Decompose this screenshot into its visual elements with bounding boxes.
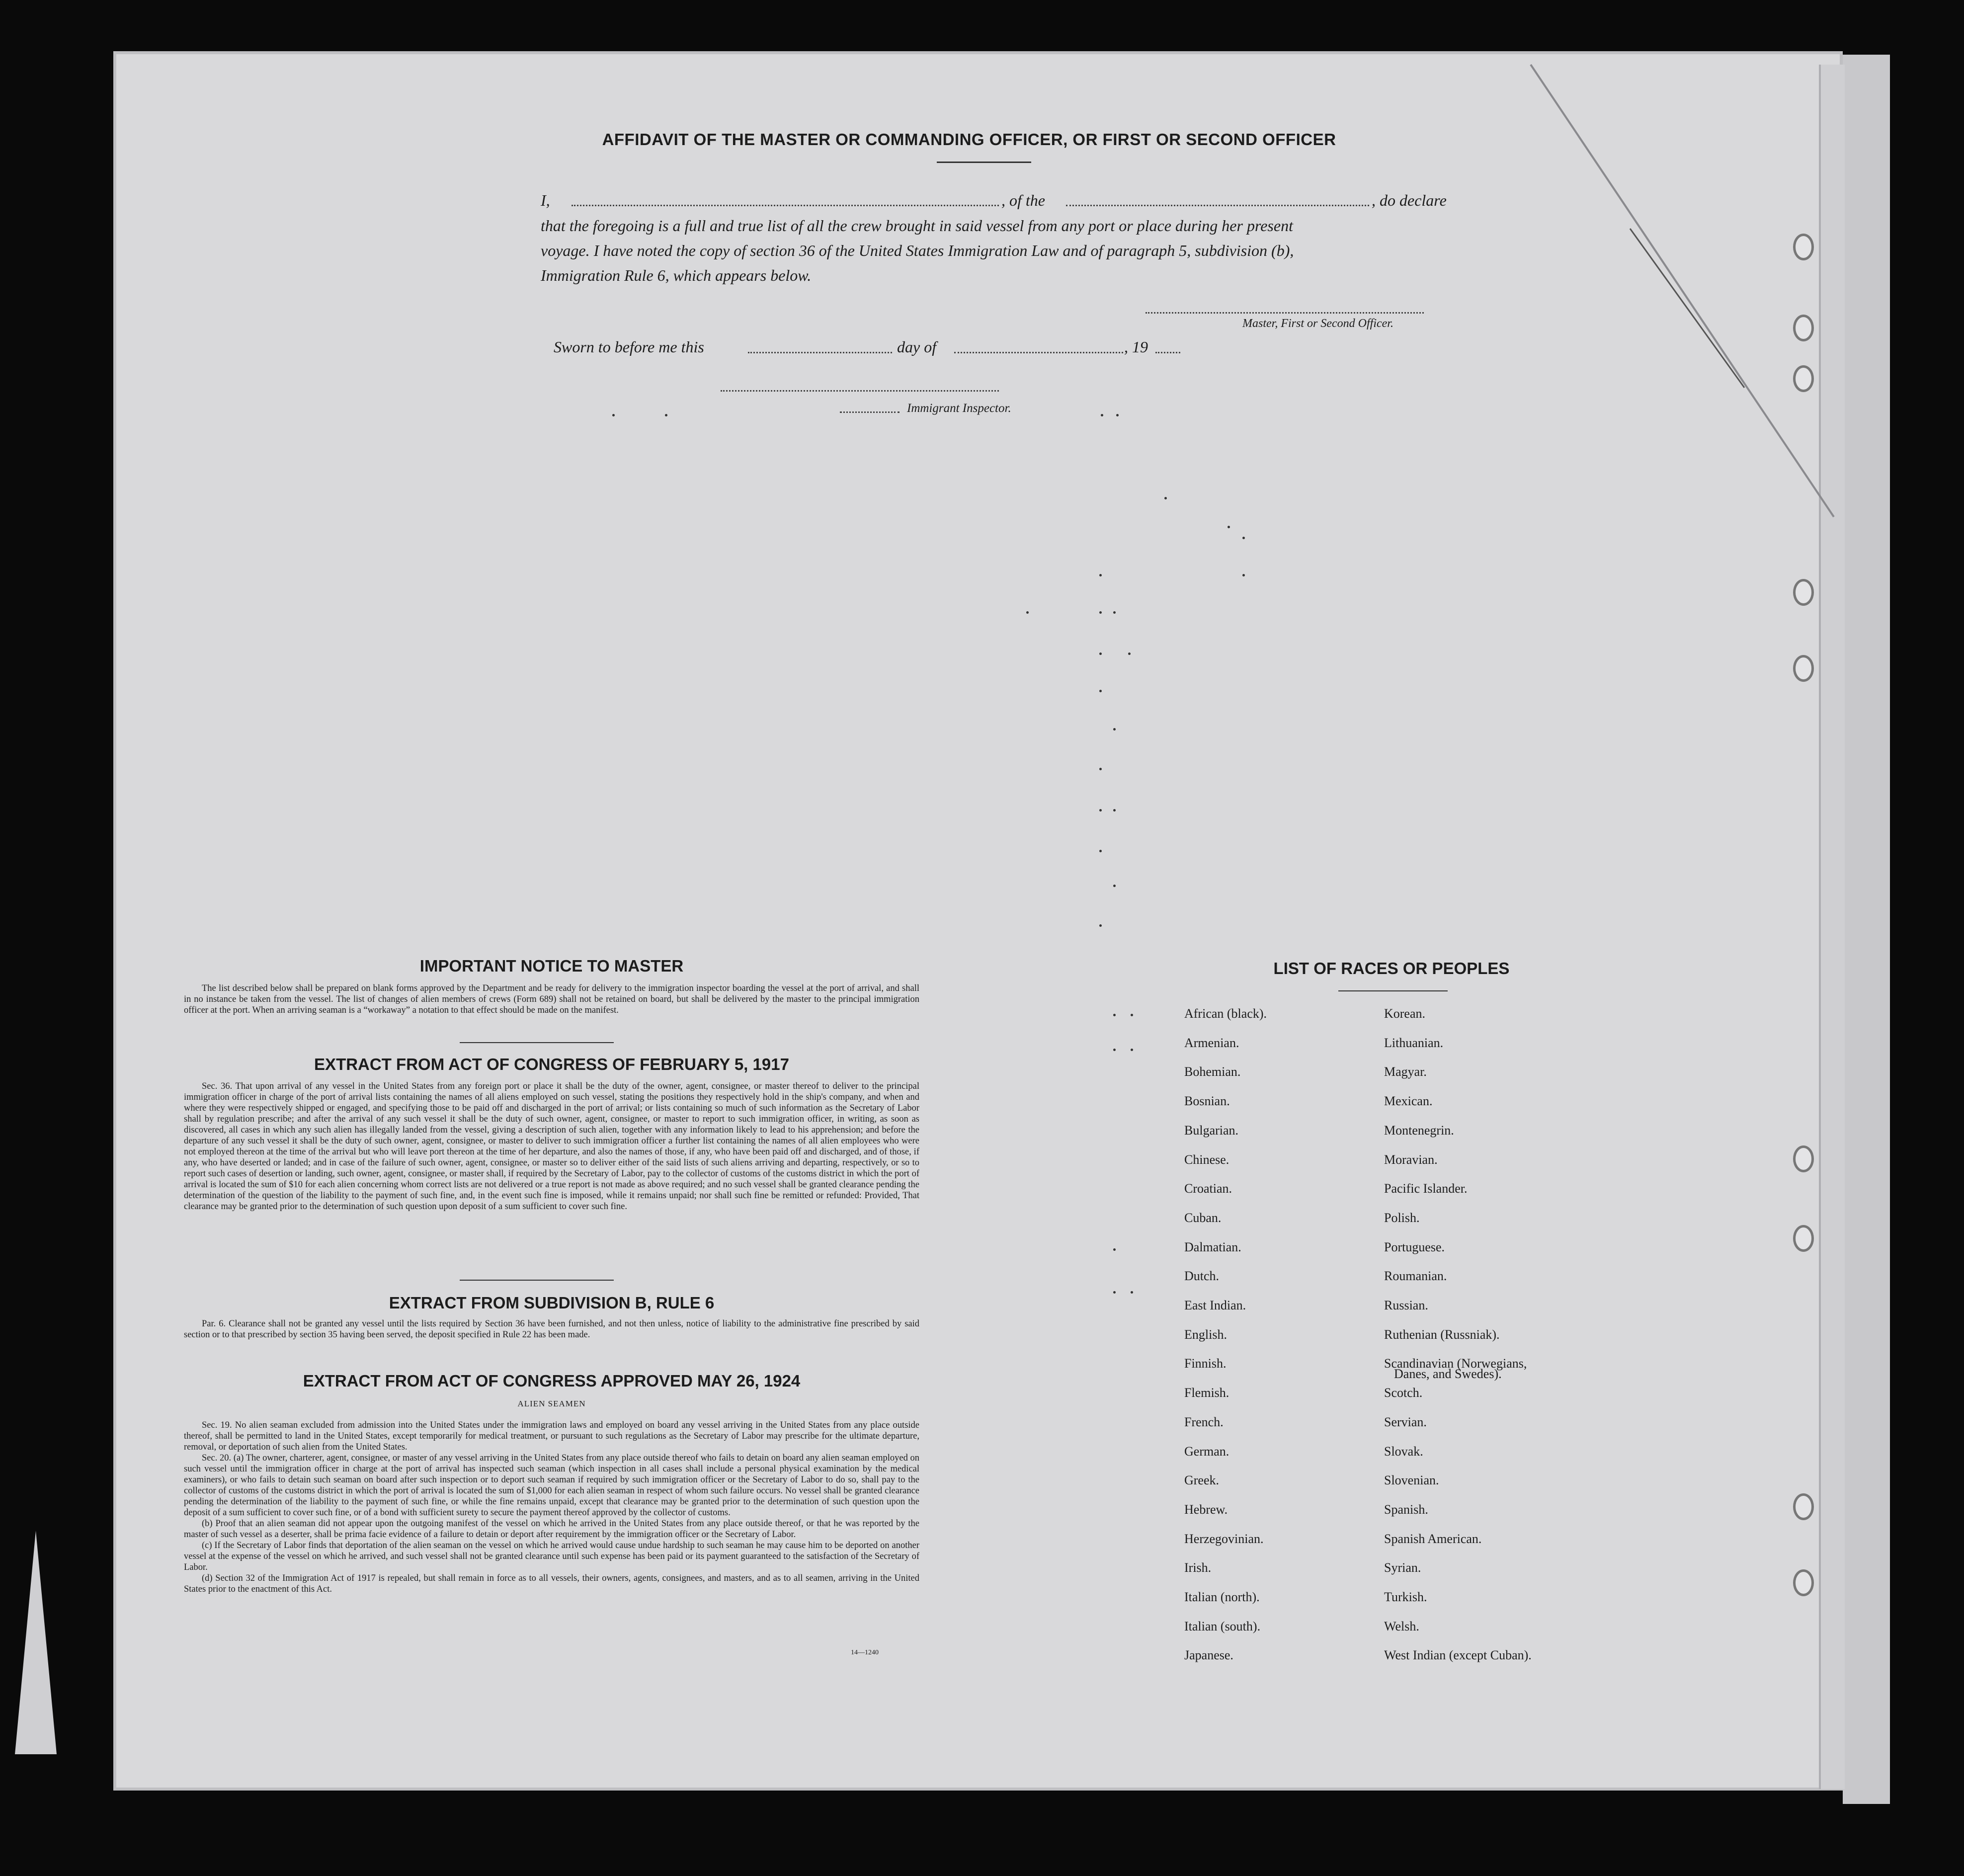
notice-title: IMPORTANT NOTICE TO MASTER xyxy=(419,957,684,975)
race-item: Montenegrin. xyxy=(1384,1123,1454,1138)
ink-speck xyxy=(1228,526,1230,528)
sec-19-paragraph: Sec. 19. No alien seaman excluded from admission into the United States under the immigration laws and employed on board any vessel arriving in the United States from any place outside thereof, shall be permitted to land in the United States, except temporarily for medical treatment, or pursuant to such regulations as the Secretary of Labor may prescribe for the ultimate departure, removal, or deportation of such alien from the United States. xyxy=(184,1420,919,1452)
ink-speck xyxy=(665,414,667,416)
race-item: Syrian. xyxy=(1384,1560,1421,1575)
race-item: Bulgarian. xyxy=(1184,1123,1239,1138)
master-signature-label: Master, First or Second Officer. xyxy=(1242,317,1393,330)
races-title-underline xyxy=(1338,990,1448,991)
ink-speck xyxy=(1113,885,1116,887)
ink-speck xyxy=(1128,653,1131,655)
inspector-signature-field[interactable] xyxy=(721,390,999,392)
affidavit-title: AFFIDAVIT OF THE MASTER OR COMMANDING OFFICER, OR FIRST OR SECOND OFFICER xyxy=(602,130,1336,149)
title-underline xyxy=(937,162,1031,163)
sworn-year-label: , 19 xyxy=(1124,338,1148,356)
notice-body xyxy=(184,983,919,1016)
race-item: Flemish. xyxy=(1184,1386,1229,1400)
ink-speck xyxy=(1099,850,1102,852)
ink-speck xyxy=(1099,690,1102,692)
race-item: Bosnian. xyxy=(1184,1094,1230,1109)
sec-20c-paragraph: (c) If the Secretary of Labor finds that deportation of the alien seaman on the vessel on which he arrived would cause undue hardship to such seaman he may cause him to be deported on another vessel at the expense of the vessel on which he arrived, and such vessel shall not be granted clearance until such expense has been paid or its payment guaranteed to the satisfaction of the Secretary of Labor. xyxy=(184,1541,919,1572)
binding-hole-icon xyxy=(1793,655,1814,682)
sec-20d-paragraph: (d) Section 32 of the Immigration Act of 1917 is repealed, but shall remain in force as to all vessels, their owners, agents, consignees, and masters, and as to all seamen, arriving in the United States prior to the enactment of this Act. xyxy=(184,1573,919,1594)
vessel-name-field[interactable] xyxy=(1066,205,1369,206)
race-item: Spanish American. xyxy=(1384,1531,1482,1546)
race-item: Pacific Islander. xyxy=(1384,1181,1468,1196)
race-item: West Indian (except Cuban). xyxy=(1384,1648,1532,1663)
ink-speck xyxy=(1242,574,1245,576)
page-crease xyxy=(1516,60,1839,532)
race-item: Moravian. xyxy=(1384,1152,1438,1167)
notice-divider xyxy=(460,1042,614,1043)
ink-speck xyxy=(1242,537,1245,539)
page-stack-edge xyxy=(1843,55,1890,1804)
race-item: Portuguese. xyxy=(1384,1239,1445,1254)
notice-paragraph: The list described below shall be prepared on blank forms approved by the Department and be ready for delivery to the immigration inspector boarding the vessel at the port of arrival, and shall in no instance be taken from the vessel. The list of changes of alien members of crews (Form 689) shall not be retained on board, but shall be delivered by the master to the principal immigration officer at the port. When an arriving seaman is a “workaway” a notation to that effect should be made on the manifest. xyxy=(184,983,919,1015)
race-item: Greek. xyxy=(1184,1473,1220,1488)
race-item: English. xyxy=(1184,1327,1227,1342)
sec-20a-paragraph: Sec. 20. (a) The owner, charterer, agent, consignee, or master of any vessel arriving in the United States from any place outside thereof who fails to detain on board any alien seaman employed on such vessel until the immigration officer in charge at the port of arrival has inspected such seaman (which inspection in all cases shall include a personal physical examination by the medical examiners), or who fails to detain such seaman on board after such inspection or to deport such seaman if required by such immigration officer or the Secretary of Labor to do so, shall pay to the collector of customs of the customs district in which the port of arrival is located the sum of $1,000 for each alien seaman in respect of whom such failure occurs. No vessel shall be granted clearance pending the determination of the liability to the payment of such fine, or while the fine remains unpaid, except that clearance may be granted prior to the determination of such question upon the deposit of a sum sufficient to cover such fine, or of a bond with sufficient surety to secure the payment thereof approved by the collector of customs. xyxy=(184,1453,919,1518)
ink-speck xyxy=(1164,497,1167,499)
race-item: Turkish. xyxy=(1384,1590,1427,1604)
extract-1917-body xyxy=(184,1081,919,1212)
race-item: Japanese. xyxy=(1184,1648,1233,1663)
sworn-day-field[interactable] xyxy=(748,352,892,353)
race-item: African (black). xyxy=(1184,1006,1267,1021)
rule6-body xyxy=(184,1318,919,1340)
ink-speck xyxy=(1131,1014,1133,1016)
ink-speck xyxy=(1099,611,1102,614)
race-item: Servian. xyxy=(1384,1414,1427,1429)
extract-1917-title: EXTRACT FROM ACT OF CONGRESS OF FEBRUARY 5, 1917 xyxy=(314,1055,789,1073)
par-6-paragraph: Par. 6. Clearance shall not be granted any vessel until the lists required by Section 36 have been furnished, and not then unless, notice of liability to the administrative fine prescribed by said section or to that prescribed by section 35 having been served, the deposit specified in Rule 22 has been made. xyxy=(184,1319,919,1340)
inspector-label: Immigrant Inspector. xyxy=(907,402,1011,415)
race-item: Finnish. xyxy=(1184,1356,1227,1371)
declarant-name-field[interactable] xyxy=(572,205,999,206)
ink-speck xyxy=(1101,414,1103,416)
race-item: Cuban. xyxy=(1184,1210,1222,1225)
affidavit-line-4: Immigration Rule 6, which appears below. xyxy=(541,266,812,284)
race-item: French. xyxy=(1184,1414,1224,1429)
ink-speck xyxy=(1099,574,1102,576)
race-item-continuation: Danes, and Swedes). xyxy=(1394,1367,1502,1381)
race-item: German. xyxy=(1184,1444,1229,1459)
sec-36-paragraph: Sec. 36. That upon arrival of any vessel in the United States from any foreign port or place it shall be the duty of the owner, agent, consignee, or master thereof to deliver to the principal immigration officer in charge of the port of arrival lists containing the names of all aliens employed on such vessel, stating the positions they respectively hold in the ship's company, and when and where they were respectively shipped or engaged, and specifying those to be paid off and discharged in the port of arrival; or lists containing so much of such information as the Secretary of Labor shall by regulation prescribe; and after the arrival of any such vessel it shall be the duty of such owner, agent, consignee, or master to report to such immigration officer, in writing, as soon as discovered, all cases in which any such alien has illegally landed from the vessel, giving a description of such alien, together with any information likely to lead to his apprehension; and before the departure of any such vessel it shall be the duty of such owner, agent, consignee, or master to deliver to such immigration officer a further list containing the names of all alien employees who were not employed thereon at the time of the arrival but who will leave port thereon at the time of her departure, and also the names of those, if any, who have been paid off and discharged, and of those, if any, who have deserted or landed; and in case of the failure of such owner, agent, consignee, or master so to deliver either of the said lists of such aliens arriving and departing, respectively, or so to report such cases of desertion or landing, such owner, agent, consignee, or master shall, if required by the Secretary of Labor, pay to the collector of customs of the customs district in which the port of arrival is located the sum of $10 for each alien concerning whom correct lists are not delivered or a true report is not made as above required; and no such vessel shall be granted clearance pending the determination of the question of the liability to the payment of such fine, and, in the event such fine is imposed, while it remains unpaid; nor shall such fine be remitted or refunded: Provided, That clearance may be granted prior to the determination of such question upon deposit of a sum sufficient to cover such fine. xyxy=(184,1081,919,1212)
extract-1924-body xyxy=(184,1420,919,1595)
sworn-year-field[interactable] xyxy=(1155,352,1180,353)
race-item: Scotch. xyxy=(1384,1386,1423,1400)
race-item: Dalmatian. xyxy=(1184,1239,1241,1254)
sec-20b-paragraph: (b) Proof that an alien seaman did not appear upon the outgoing manifest of the vessel on which he arrived in the United States from any place outside thereof, or that he was reported by the master of such vessel as a deserter, shall be prima facie evidence of a failure to detain or deport after requirement by the immigration officer or the Secretary of Labor. xyxy=(184,1519,919,1540)
binding-hole-icon xyxy=(1793,1145,1814,1172)
sworn-month-field[interactable] xyxy=(954,352,1123,353)
ink-speck xyxy=(1113,1248,1116,1251)
affidavit-line-2: that the foregoing is a full and true list of all the crew brought in said vessel from any port or place during her present xyxy=(541,217,1293,235)
ink-speck xyxy=(1113,728,1116,731)
ink-speck xyxy=(1113,1291,1116,1294)
race-item: Polish. xyxy=(1384,1210,1420,1225)
race-item: Magyar. xyxy=(1384,1064,1427,1079)
master-signature-field[interactable] xyxy=(1146,312,1424,314)
race-item: Irish. xyxy=(1184,1560,1212,1575)
race-item: Slovenian. xyxy=(1384,1473,1439,1488)
rule6-title: EXTRACT FROM SUBDIVISION B, RULE 6 xyxy=(389,1294,715,1312)
race-item: Italian (north). xyxy=(1184,1590,1260,1604)
left-page-flap xyxy=(15,1531,57,1754)
ink-speck xyxy=(1026,611,1029,614)
race-item: Mexican. xyxy=(1384,1094,1433,1109)
affidavit-i-label: I, xyxy=(541,191,550,209)
race-item: Scandinavian (Norwegians, xyxy=(1384,1356,1527,1371)
binding-hole-icon xyxy=(1793,579,1814,606)
extract-1917-divider xyxy=(460,1280,614,1281)
ink-speck xyxy=(612,414,615,416)
extract-1924-title: EXTRACT FROM ACT OF CONGRESS APPROVED MAY 26, 1924 xyxy=(303,1372,801,1390)
sworn-prefix: Sworn to before me this xyxy=(554,338,704,356)
race-item: Lithuanian. xyxy=(1384,1035,1444,1050)
ink-speck xyxy=(1099,809,1102,812)
affidavit-line-3: voyage. I have noted the copy of section 36 of the United States Immigration Law and of paragraph 5, subdivision (b), xyxy=(541,242,1294,259)
ink-speck xyxy=(1113,809,1116,812)
race-item: East Indian. xyxy=(1184,1298,1246,1312)
race-item: Korean. xyxy=(1384,1006,1426,1021)
race-item: Russian. xyxy=(1384,1298,1428,1312)
races-title: LIST OF RACES OR PEOPLES xyxy=(1273,959,1510,978)
race-item: Chinese. xyxy=(1184,1152,1229,1167)
ink-speck xyxy=(1099,768,1102,770)
race-item: Croatian. xyxy=(1184,1181,1232,1196)
race-item: Armenian. xyxy=(1184,1035,1239,1050)
race-item: Spanish. xyxy=(1384,1502,1428,1517)
ink-speck xyxy=(1113,1014,1116,1016)
ink-speck xyxy=(1116,414,1119,416)
inspector-prefix-field[interactable] xyxy=(840,411,900,413)
binding-hole-icon xyxy=(1793,1569,1814,1596)
race-item: Dutch. xyxy=(1184,1269,1220,1284)
race-item: Bohemian. xyxy=(1184,1064,1241,1079)
ink-speck xyxy=(1113,1049,1116,1051)
race-item: Italian (south). xyxy=(1184,1619,1261,1633)
ink-speck xyxy=(1131,1049,1133,1051)
affidavit-do-declare-label: , do declare xyxy=(1372,191,1447,209)
ink-speck xyxy=(1113,611,1116,614)
race-item: Herzegovinian. xyxy=(1184,1531,1264,1546)
binding-hole-icon xyxy=(1793,1493,1814,1520)
ink-speck xyxy=(1099,924,1102,927)
race-item: Roumanian. xyxy=(1384,1269,1447,1284)
race-item: Ruthenian (Russniak). xyxy=(1384,1327,1500,1342)
ink-speck xyxy=(1099,653,1102,655)
race-item: Slovak. xyxy=(1384,1444,1423,1459)
race-item: Welsh. xyxy=(1384,1619,1419,1633)
ink-speck xyxy=(1131,1291,1133,1294)
race-item: Hebrew. xyxy=(1184,1502,1228,1517)
form-number: 14—1240 xyxy=(851,1649,879,1656)
alien-seamen-subtitle: ALIEN SEAMEN xyxy=(517,1399,586,1408)
affidavit-of-the-label: , of the xyxy=(1001,191,1045,209)
binding-hole-icon xyxy=(1793,1225,1814,1252)
sworn-day-of-label: day of xyxy=(897,338,937,356)
